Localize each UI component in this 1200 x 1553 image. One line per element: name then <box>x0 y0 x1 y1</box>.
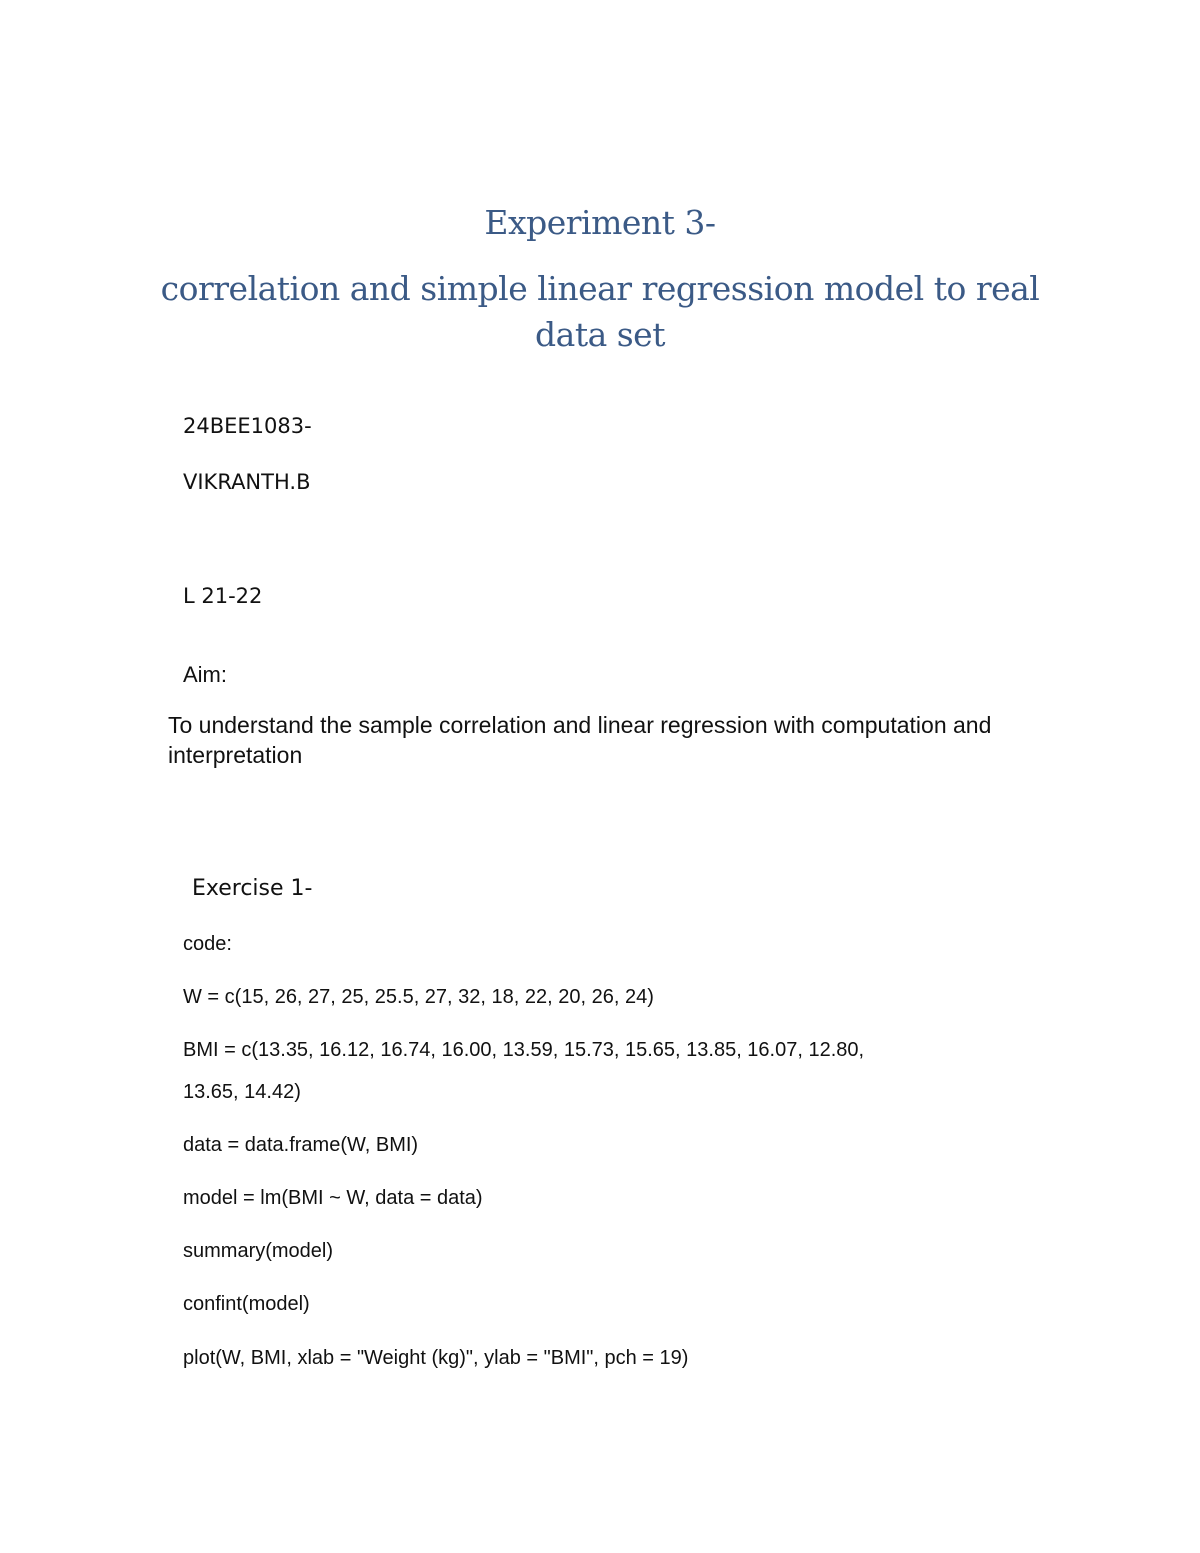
aim-label: Aim: <box>183 662 227 687</box>
code-line: BMI = c(13.35, 16.12, 16.74, 16.00, 13.59, 15.73, 15.65, 13.85, 16.07, 12.80, <box>183 1039 865 1061</box>
exercise-heading: Exercise 1- <box>192 876 313 901</box>
code-line: 13.65, 14.42) <box>183 1081 301 1103</box>
code-line: confint(model) <box>183 1293 310 1315</box>
code-label: code: <box>183 933 232 955</box>
lab-slot: L 21-22 <box>183 584 263 608</box>
roll-number: 24BEE1083- <box>183 414 312 438</box>
code-line: data = data.frame(W, BMI) <box>183 1134 419 1156</box>
aim-text: To understand the sample correlation and linear regression with computation and interpretation <box>168 712 992 768</box>
experiment-title: Experiment 3- <box>484 203 716 242</box>
code-line: summary(model) <box>183 1240 334 1262</box>
code-line: plot(W, BMI, xlab = "Weight (kg)", ylab = "BMI", pch = 19) <box>183 1347 689 1369</box>
code-line: W = c(15, 26, 27, 25, 25.5, 27, 32, 18, 22, 20, 26, 24) <box>183 986 654 1008</box>
experiment-subtitle: correlation and simple linear regression model to real data set <box>160 269 1040 354</box>
student-name: VIKRANTH.B <box>183 470 311 494</box>
code-line: model = lm(BMI ~ W, data = data) <box>183 1187 483 1209</box>
